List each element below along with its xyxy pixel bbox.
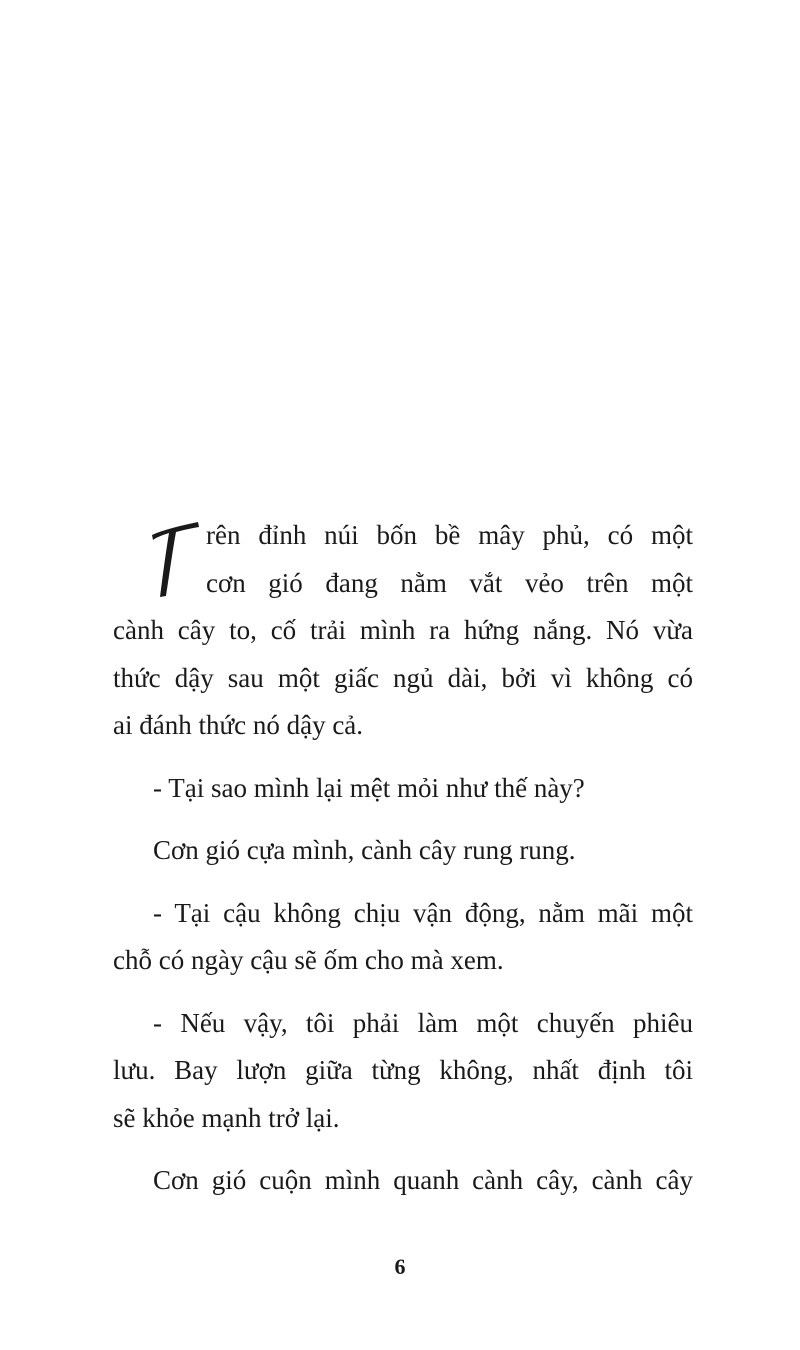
opening-line-2: cơn gió đang nằm vắt vẻo trên một — [206, 567, 693, 598]
opening-paragraph — [113, 512, 693, 750]
dialogue-2-line-1: - Tại cậu không chịu vận động, nằm mãi một — [153, 897, 693, 928]
dialogue-3-line-2: lưu. Bay lượn giữa từng không, nhất định tôi — [113, 1055, 693, 1085]
narration-paragraph-2 — [113, 1157, 693, 1205]
opening-line-5: ai đánh thức nó dậy cả. — [113, 710, 364, 740]
opening-line-4: thức dậy sau một giấc ngủ dài, bởi vì không có — [113, 662, 693, 693]
opening-line-3: cành cây to, cố trải mình ra hứng nắng. Nó vừa — [113, 615, 693, 645]
story-text — [113, 512, 693, 1205]
dialogue-3-line-3: sẽ khỏe mạnh trở lại. — [113, 1102, 340, 1133]
narration-1-line-1: Cơn gió cựa mình, cành cây rung rung. — [153, 835, 576, 865]
drop-cap-letter — [149, 518, 201, 608]
page-number: 6 — [394, 1254, 406, 1279]
dialogue-1-line-1: - Tại sao mình lại mệt mỏi như thế này? — [153, 772, 585, 803]
dialogue-paragraph-3 — [113, 1000, 693, 1143]
dialogue-paragraph-2 — [113, 890, 693, 985]
narration-paragraph-1 — [113, 827, 693, 875]
dialogue-paragraph-1 — [113, 765, 693, 813]
dialogue-3-line-1: - Nếu vậy, tôi phải làm một chuyến phiêu — [153, 1007, 693, 1038]
dialogue-2-line-2: chỗ có ngày cậu sẽ ốm cho mà xem. — [113, 945, 504, 975]
opening-line-1: rên đỉnh núi bốn bề mây phủ, có một — [206, 520, 693, 550]
narration-2-line-1: Cơn gió cuộn mình quanh cành cây, cành cây — [153, 1165, 693, 1195]
